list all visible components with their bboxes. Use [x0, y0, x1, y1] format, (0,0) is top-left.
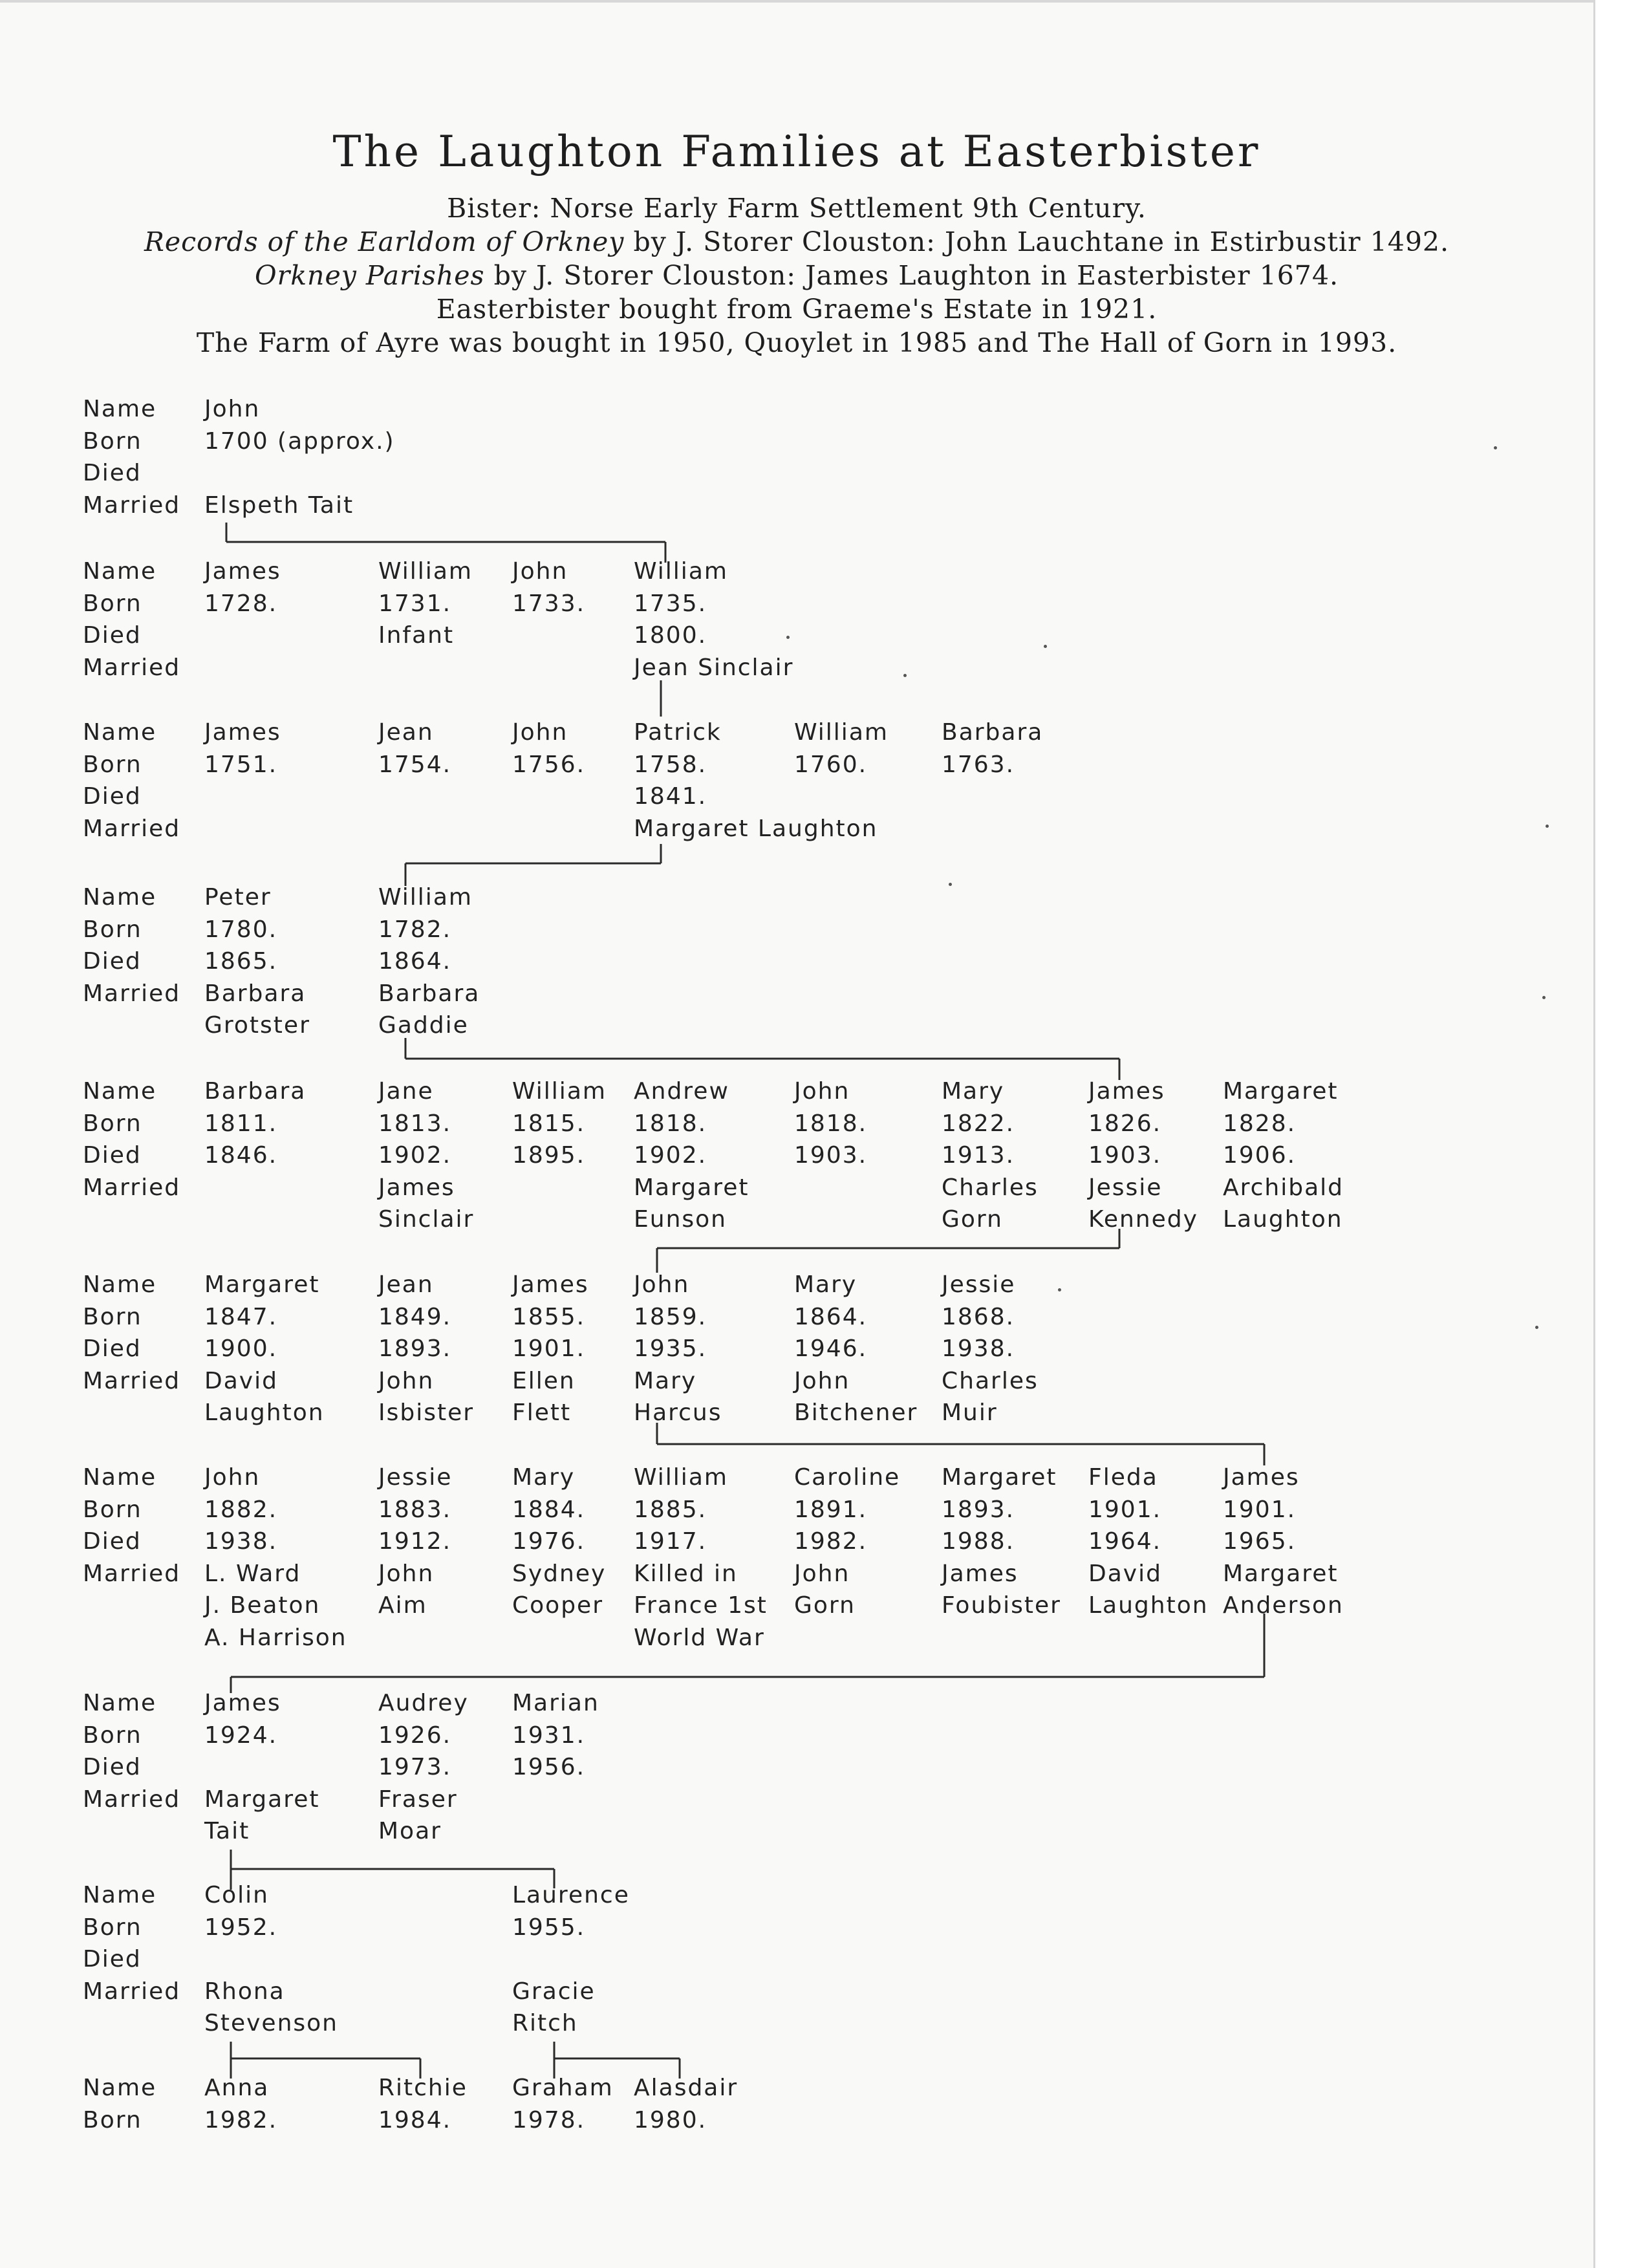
person-name: James [204, 558, 281, 585]
person-spouse: Gaddie [378, 1012, 469, 1039]
row-label-married: Married [83, 1174, 181, 1201]
person-spouse: Elspeth Tait [204, 491, 354, 519]
person-name: Laurence [512, 1882, 630, 1908]
person-spouse: Charles [942, 1174, 1039, 1201]
person-spouse: Margaret [1223, 1560, 1339, 1587]
person-born: 1826. [1088, 1110, 1162, 1137]
person-spouse: Flett [512, 1399, 572, 1426]
person-born: 1813. [378, 1110, 452, 1137]
person-name: Mary [942, 1078, 1005, 1105]
person-name: William [794, 719, 889, 746]
person-name: Margaret [1223, 1078, 1339, 1105]
person-died: 1902. [378, 1142, 452, 1169]
row-label-married: Married [83, 1786, 181, 1813]
person-spouse: Barbara [378, 980, 480, 1007]
person-spouse: David [204, 1367, 278, 1394]
person-name: John [204, 1464, 261, 1491]
row-label-married: Married [83, 815, 181, 842]
row-label-died: Died [83, 1528, 142, 1555]
person-spouse: Gorn [942, 1206, 1003, 1233]
person-born: 1763. [942, 751, 1015, 778]
header-line-4: Easterbister bought from Graeme's Estate in 1921. [436, 294, 1158, 325]
person-died: 1973. [378, 1754, 452, 1780]
person-spouse: Anderson [1223, 1592, 1344, 1619]
person-spouse: David [1088, 1560, 1162, 1587]
row-label-died: Died [83, 1335, 142, 1362]
row-label-married: Married [83, 1978, 181, 2005]
scan-speck [1044, 645, 1047, 648]
person-born: 1955. [512, 1914, 586, 1941]
scan-speck [1058, 1288, 1061, 1291]
page-title: The Laughton Families at Easterbister [332, 127, 1261, 177]
header-line-3-text: by J. Storer Clouston: James Laughton in Easterbister 1674. [484, 260, 1339, 291]
person-name: Jessie [942, 1271, 1016, 1298]
row-label-name: Name [83, 396, 157, 422]
row-label-died: Died [83, 622, 142, 649]
person-born: 1952. [204, 1914, 278, 1941]
person-died: 1901. [512, 1335, 586, 1362]
person-born: 1828. [1223, 1110, 1297, 1137]
person-born: 1700 (approx.) [204, 427, 395, 455]
person-died: 1964. [1088, 1528, 1162, 1555]
person-spouse: Harcus [634, 1399, 722, 1426]
person-born: 1982. [204, 2106, 278, 2133]
person-died: 1800. [634, 622, 707, 649]
person-spouse: John [378, 1560, 435, 1587]
person-name: John [512, 558, 568, 585]
person-spouse: Sydney [512, 1560, 607, 1587]
person-name: Margaret [204, 1271, 320, 1298]
header-line-3-book-title: Orkney Parishes [254, 260, 485, 291]
person-name: Alasdair [634, 2075, 738, 2101]
person-died: 1841. [634, 783, 707, 810]
person-born: 1751. [204, 751, 278, 778]
person-spouse: James [942, 1560, 1018, 1587]
person-died: 1895. [512, 1142, 586, 1169]
person-born: 1760. [794, 751, 868, 778]
person-spouse: Jessie [1088, 1174, 1163, 1201]
row-label-married: Married [83, 980, 181, 1007]
person-born: 1780. [204, 916, 278, 943]
person-name: James [1088, 1078, 1165, 1105]
person-spouse: Ellen [512, 1367, 576, 1394]
person-spouse: Bitchener [794, 1399, 918, 1426]
person-born: 1868. [942, 1303, 1015, 1330]
person-born: 1733. [512, 590, 586, 617]
person-spouse: Sinclair [378, 1206, 475, 1233]
person-born: 1859. [634, 1303, 707, 1330]
person-born: 1735. [634, 590, 707, 617]
header-line-2-text: by J. Storer Clouston: John Lauchtane in Estirbustir 1492. [624, 226, 1450, 257]
scan-speck [786, 636, 790, 639]
person-born: 1924. [204, 1722, 278, 1749]
row-label-name: Name [83, 2075, 157, 2101]
row-label-married: Married [83, 654, 181, 681]
person-born: 1815. [512, 1110, 586, 1137]
person-died: 1903. [1088, 1142, 1162, 1169]
person-died: 1900. [204, 1335, 278, 1362]
row-label-died: Died [83, 783, 142, 810]
person-born: 1864. [794, 1303, 868, 1330]
person-spouse: Gracie [512, 1978, 596, 2005]
scan-speck [903, 674, 907, 677]
person-spouse: Archibald [1223, 1174, 1344, 1201]
person-name: John [512, 719, 568, 746]
person-died: 1913. [942, 1142, 1015, 1169]
row-label-name: Name [83, 1464, 157, 1491]
person-born: 1901. [1223, 1496, 1297, 1523]
person-died: 1906. [1223, 1142, 1297, 1169]
row-label-born: Born [83, 1303, 142, 1330]
person-spouse: J. Beaton [204, 1592, 321, 1619]
person-name: Mary [512, 1464, 576, 1491]
person-died: 1912. [378, 1528, 452, 1555]
person-spouse: A. Harrison [204, 1624, 347, 1651]
person-spouse: Barbara [204, 980, 307, 1007]
person-spouse: Laughton [204, 1399, 325, 1426]
person-born: 1756. [512, 751, 586, 778]
person-born: 1883. [378, 1496, 452, 1523]
person-spouse: Moar [378, 1818, 442, 1844]
person-born: 1811. [204, 1110, 278, 1137]
person-died: 1935. [634, 1335, 707, 1362]
person-died: 1946. [794, 1335, 868, 1362]
person-died: 1965. [1223, 1528, 1297, 1555]
person-spouse: John [794, 1560, 850, 1587]
scan-speck [1494, 446, 1497, 449]
person-born: 1882. [204, 1496, 278, 1523]
person-name: Patrick [634, 719, 722, 746]
person-spouse: Margaret [634, 1174, 749, 1201]
scan-speck [1546, 825, 1549, 828]
person-name: James [1223, 1464, 1300, 1491]
person-name: Ritchie [378, 2075, 468, 2101]
scan-speck [1542, 996, 1546, 999]
person-name: Mary [794, 1271, 857, 1298]
person-spouse: Ritch [512, 2010, 578, 2036]
row-label-born: Born [83, 590, 142, 617]
row-label-name: Name [83, 719, 157, 746]
person-spouse: John [378, 1367, 435, 1394]
person-died: 1903. [794, 1142, 868, 1169]
person-name: Marian [512, 1690, 599, 1716]
row-label-name: Name [83, 1882, 157, 1908]
person-name: Peter [204, 884, 272, 911]
person-born: 1731. [378, 590, 452, 617]
person-name: William [634, 558, 728, 585]
person-died: 1956. [512, 1754, 586, 1780]
person-name: Audrey [378, 1690, 469, 1716]
person-spouse: James [378, 1174, 455, 1201]
person-born: 1847. [204, 1303, 278, 1330]
row-label-born: Born [83, 1110, 142, 1137]
row-label-born: Born [83, 2106, 142, 2133]
person-spouse: World War [634, 1624, 765, 1651]
person-name: Andrew [634, 1078, 729, 1105]
person-died: 1917. [634, 1528, 707, 1555]
person-born: 1901. [1088, 1496, 1162, 1523]
person-born: 1818. [794, 1110, 868, 1137]
person-born: 1978. [512, 2106, 586, 2133]
person-name: Colin [204, 1882, 269, 1908]
person-spouse: Laughton [1223, 1206, 1343, 1233]
person-name: Barbara [204, 1078, 307, 1105]
person-spouse: Muir [942, 1399, 998, 1426]
person-name: Caroline [794, 1464, 901, 1491]
person-name: Barbara [942, 719, 1044, 746]
person-name: James [204, 1690, 281, 1716]
person-spouse: Gorn [794, 1592, 856, 1619]
row-label-married: Married [83, 491, 181, 519]
person-died: 1938. [942, 1335, 1015, 1362]
person-spouse: Tait [204, 1818, 250, 1844]
row-label-died: Died [83, 1142, 142, 1169]
person-spouse: Margaret [204, 1786, 320, 1813]
person-died: 1982. [794, 1528, 868, 1555]
person-spouse: France 1st [634, 1592, 768, 1619]
row-label-died: Died [83, 1754, 142, 1780]
person-spouse: John [794, 1367, 850, 1394]
person-born: 1980. [634, 2106, 707, 2133]
header-line-5: The Farm of Ayre was bought in 1950, Quoylet in 1985 and The Hall of Gorn in 1993. [196, 327, 1397, 358]
person-spouse: Fraser [378, 1786, 458, 1813]
person-born: 1926. [378, 1722, 452, 1749]
person-spouse: Cooper [512, 1592, 603, 1619]
person-spouse: L. Ward [204, 1560, 301, 1587]
row-label-married: Married [83, 1367, 181, 1394]
person-died: 1902. [634, 1142, 707, 1169]
row-label-name: Name [83, 884, 157, 911]
row-label-married: Married [83, 1560, 181, 1587]
person-died: Infant [378, 622, 455, 649]
person-born: 1891. [794, 1496, 868, 1523]
person-died: 1865. [204, 948, 278, 975]
person-spouse: Stevenson [204, 2010, 338, 2036]
person-spouse: Aim [378, 1592, 427, 1619]
person-died: 1864. [378, 948, 452, 975]
row-label-name: Name [83, 558, 157, 585]
person-born: 1758. [634, 751, 707, 778]
person-spouse: Rhona [204, 1978, 285, 2005]
row-label-name: Name [83, 1078, 157, 1105]
person-born: 1818. [634, 1110, 707, 1137]
row-label-born: Born [83, 1496, 142, 1523]
scan-speck [1535, 1326, 1538, 1329]
row-label-born: Born [83, 427, 142, 455]
person-name: Jessie [378, 1464, 453, 1491]
person-born: 1984. [378, 2106, 452, 2133]
person-name: William [634, 1464, 728, 1491]
person-name: John [794, 1078, 850, 1105]
person-died: 1938. [204, 1528, 278, 1555]
scan-speck [949, 883, 952, 886]
person-name: Jane [378, 1078, 434, 1105]
person-name: James [512, 1271, 589, 1298]
row-label-died: Died [83, 948, 142, 975]
person-born: 1885. [634, 1496, 707, 1523]
person-name: Jean [378, 719, 434, 746]
person-spouse: Mary [634, 1367, 697, 1394]
person-born: 1931. [512, 1722, 586, 1749]
person-born: 1782. [378, 916, 452, 943]
person-born: 1884. [512, 1496, 586, 1523]
row-label-died: Died [83, 1946, 142, 1972]
person-born: 1754. [378, 751, 452, 778]
person-name: James [204, 719, 281, 746]
row-label-born: Born [83, 1722, 142, 1749]
row-label-name: Name [83, 1271, 157, 1298]
person-born: 1728. [204, 590, 278, 617]
person-spouse: Laughton [1088, 1592, 1209, 1619]
person-spouse: Charles [942, 1367, 1039, 1394]
header-line-1: Bister: Norse Early Farm Settlement 9th Century. [447, 193, 1147, 224]
person-spouse: Grotster [204, 1012, 310, 1039]
row-label-died: Died [83, 460, 142, 486]
person-born: 1849. [378, 1303, 452, 1330]
person-spouse: Foubister [942, 1592, 1061, 1619]
person-born: 1822. [942, 1110, 1015, 1137]
person-died: 1893. [378, 1335, 452, 1362]
header-line-2-book-title: Records of the Earldom of Orkney [144, 226, 625, 257]
person-died: 1976. [512, 1528, 586, 1555]
person-born: 1855. [512, 1303, 586, 1330]
person-spouse: Killed in [634, 1560, 738, 1587]
person-died: 1988. [942, 1528, 1015, 1555]
person-name: Graham [512, 2075, 614, 2101]
person-died: 1846. [204, 1142, 278, 1169]
row-label-born: Born [83, 1914, 142, 1941]
person-name: John [204, 396, 261, 422]
person-born: 1893. [942, 1496, 1015, 1523]
person-spouse: Kennedy [1088, 1206, 1198, 1233]
row-label-born: Born [83, 916, 142, 943]
person-spouse: Eunson [634, 1206, 727, 1233]
person-name: William [378, 558, 473, 585]
person-spouse: Isbister [378, 1399, 475, 1426]
person-name: Jean [378, 1271, 434, 1298]
person-name: William [378, 884, 473, 911]
person-name: Margaret [942, 1464, 1057, 1491]
row-label-born: Born [83, 751, 142, 778]
person-spouse: Jean Sinclair [634, 654, 794, 681]
person-name: William [512, 1078, 607, 1105]
person-name: Anna [204, 2075, 270, 2101]
row-label-name: Name [83, 1690, 157, 1716]
person-name: Fleda [1088, 1464, 1158, 1491]
person-spouse: Margaret Laughton [634, 815, 878, 842]
person-name: John [634, 1271, 690, 1298]
